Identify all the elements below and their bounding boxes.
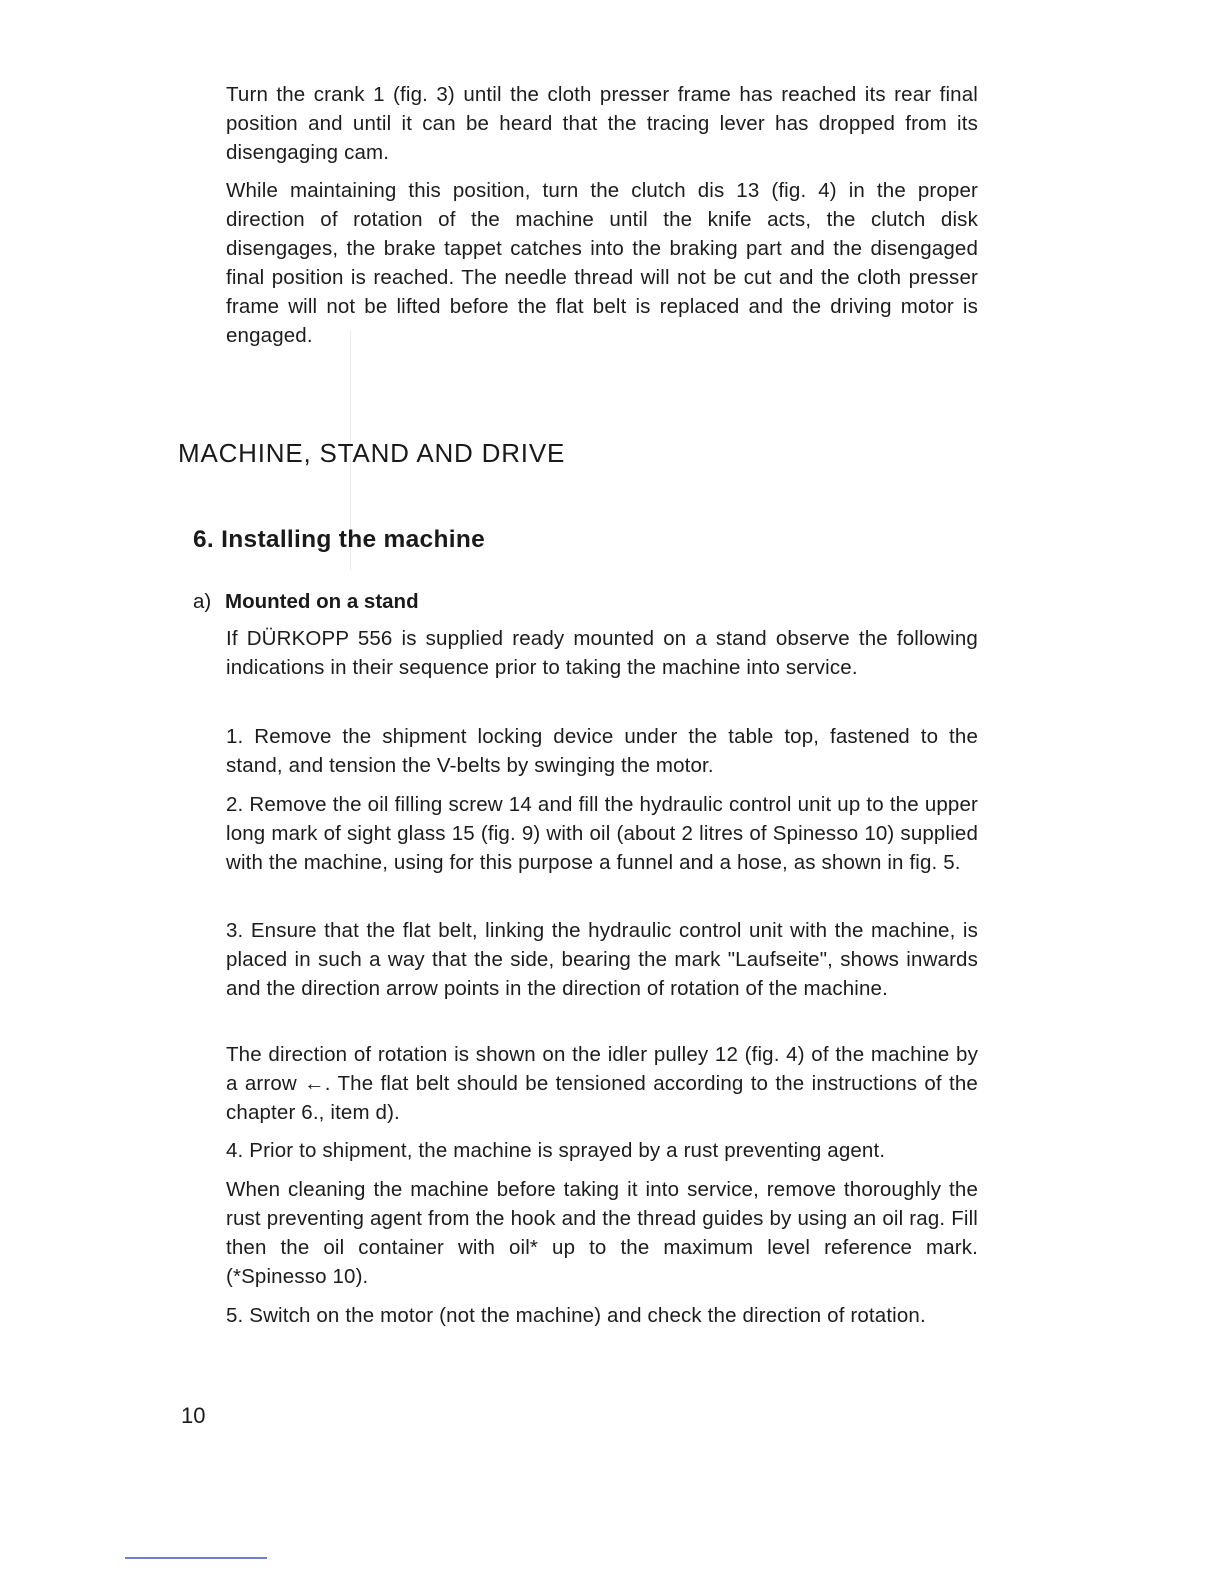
subsection-heading: 6. Installing the machine: [193, 526, 486, 553]
step-2-paragraph: 2. Remove the oil filling screw 14 and fill the hydraulic control unit up to the upper long mark of sight glass 15 (fig. 9) with oil (about 2 litres of Spinesso 10) supplied with the machine, using for this purpose a funnel and a hose, as shown in fig. 5.: [226, 793, 978, 874]
intro-paragraph-crank: Turn the crank 1 (fig. 3) until the cloth presser frame has reached its rear final position and until it can be heard that the tracing lever has dropped from its disengaging cam.: [226, 83, 978, 164]
step-3-paragraph: 3. Ensure that the flat belt, linking the hydraulic control unit with the machine, is placed in such a way that the side, bearing the mark "Laufseite", shows inwards and the direction arrow points in the direction of rotation of the machine.: [226, 919, 978, 1000]
scan-artifact-rule: [125, 1557, 267, 1559]
intro-paragraph-clutch: While maintaining this position, turn the clutch dis 13 (fig. 4) in the proper direction of rotation of the machine until the knife acts, the clutch disk disengages, the brake tappet catches into the braking part and the disengaged final position is reached. The needle thread will not be cut and the cloth presser frame will not be lifted before the flat belt is replaced and the driving motor is engaged.: [226, 179, 978, 347]
step-4-note-paragraph: When cleaning the machine before taking it into service, remove thoroughly the rust preventing agent from the hook and the thread guides by using an oil rag. Fill then the oil container with oil* up to the maximum level reference mark. (*Spinesso 10).: [226, 1178, 978, 1288]
item-intro-paragraph: If DÜRKOPP 556 is supplied ready mounted on a stand observe the following indications in their sequence prior to taking the machine into service.: [226, 627, 978, 679]
section-heading: MACHINE, STAND AND DRIVE: [178, 438, 566, 468]
step-5-paragraph: 5. Switch on the motor (not the machine) and check the direction of rotation.: [226, 1304, 926, 1327]
item-marker: a): [193, 590, 212, 613]
item-heading-mounted: [193, 587, 419, 616]
step-1-paragraph: 1. Remove the shipment locking device under the table top, fastened to the stand, and tension the V-belts by swinging the motor.: [226, 725, 978, 777]
item-title: Mounted on a stand: [225, 590, 419, 613]
page-number: 10: [181, 1403, 206, 1428]
step-4-paragraph: 4. Prior to shipment, the machine is sprayed by a rust preventing agent.: [226, 1139, 886, 1162]
step-3-note-paragraph: The direction of rotation is shown on the idler pulley 12 (fig. 4) of the machine by a arrow ←. The flat belt should be tensioned according to the instructions of the chapter 6., item d).: [226, 1043, 978, 1124]
